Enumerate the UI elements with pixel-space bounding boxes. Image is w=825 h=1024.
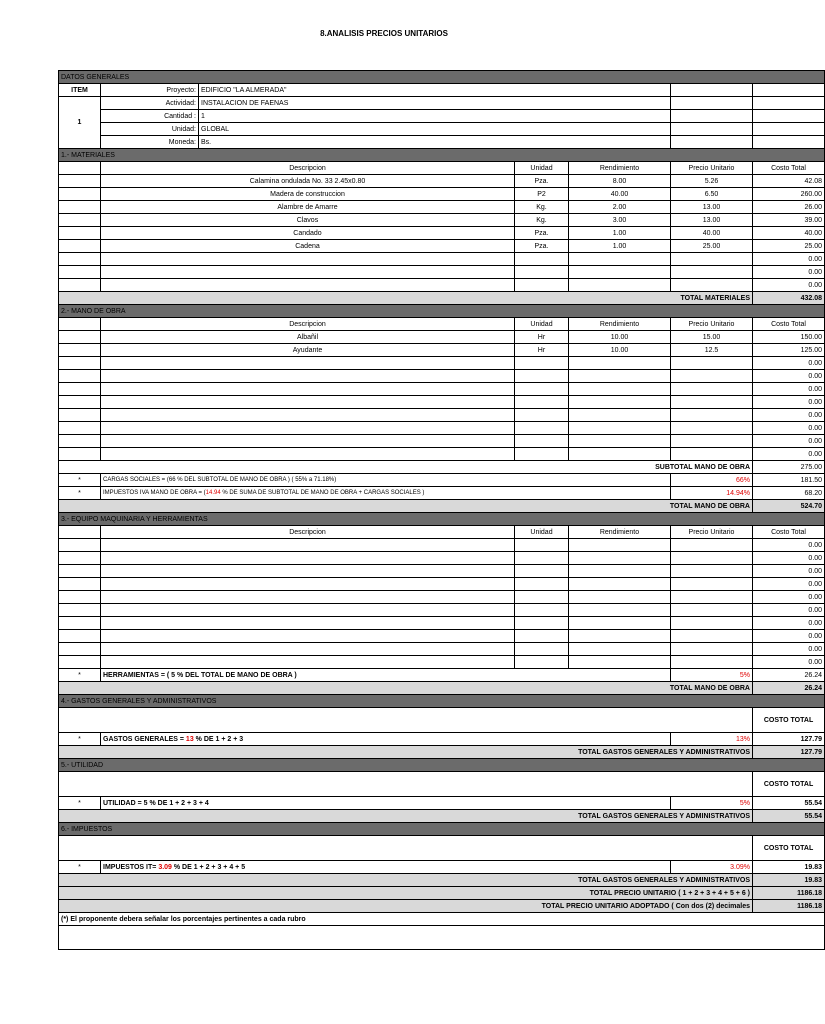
labor-unit-price [671,357,753,370]
labor-unit: Hr [515,344,569,357]
labor-unit [515,435,569,448]
empty-cell [101,539,515,552]
material-description: Clavos [101,214,515,227]
unit-price-analysis-table [58,70,825,950]
empty-cell [59,708,753,733]
empty-cell [671,565,753,578]
labor-total-cost: 0.00 [753,370,825,383]
labor-total-cost: 0.00 [753,396,825,409]
material-description: Madera de construccion [101,188,515,201]
empty-cell [101,578,515,591]
labor-description: Albañil [101,331,515,344]
header-descripcion: Descripcion [101,162,515,175]
material-description: Cadena [101,240,515,253]
header-precio-unitario: Precio Unitario [671,318,753,331]
empty-cell [59,539,101,552]
equipment-total-cost: 0.00 [753,656,825,669]
empty-cell [569,591,671,604]
material-description: Calamina ondulada No. 33 2.45x0.80 [101,175,515,188]
section-datos-generales: DATOS GENERALES [59,71,825,84]
material-unit-price: 40.00 [671,227,753,240]
cargas-sociales-pct: 66% [671,474,753,487]
header-precio-unitario: Precio Unitario [671,162,753,175]
empty-cell [59,227,101,240]
material-unit: Kg. [515,214,569,227]
labor-description [101,357,515,370]
empty-cell [569,539,671,552]
material-yield [569,253,671,266]
field-value: Bs. [199,136,671,149]
labor-unit [515,396,569,409]
empty-cell [753,123,825,136]
text-part: % DE 1 + 2 + 3 + 4 + 5 [171,863,246,871]
empty-cell [59,357,101,370]
empty-cell [59,201,101,214]
material-total-cost: 26.00 [753,201,825,214]
labor-unit-price [671,435,753,448]
empty-cell [101,630,515,643]
total-utilidad-label: TOTAL GASTOS GENERALES Y ADMINISTRATIVOS [59,810,753,823]
material-unit-price: 25.00 [671,240,753,253]
empty-cell [101,552,515,565]
material-unit-price [671,266,753,279]
total-precio-unitario-label: TOTAL PRECIO UNITARIO ( 1 + 2 + 3 + 4 + 5 + 6 ) [59,887,753,900]
material-total-cost: 42.08 [753,175,825,188]
empty-cell [515,539,569,552]
empty-cell [671,97,753,110]
text-part: IMPUESTOS IT= [103,863,159,871]
header-rendimiento: Rendimiento [569,526,671,539]
asterisk: * [59,474,101,487]
labor-unit [515,409,569,422]
material-total-cost: 0.00 [753,266,825,279]
material-unit-price [671,279,753,292]
field-value: 1 [199,110,671,123]
material-yield: 3.00 [569,214,671,227]
empty-cell [671,617,753,630]
header-costo-total: Costo Total [753,526,825,539]
total-utilidad-value: 55.54 [753,810,825,823]
total-precio-unitario-value: 1186.18 [753,887,825,900]
section-utilidad: 5.- UTILIDAD [59,759,825,772]
material-yield: 2.00 [569,201,671,214]
section-gastos: 4.- GASTOS GENERALES Y ADMINISTRATIVOS [59,695,825,708]
item-label: ITEM [59,84,101,97]
herramientas-text: HERRAMIENTAS = ( 5 % DEL TOTAL DE MANO DE OBRA ) [101,669,671,682]
asterisk: * [59,861,101,874]
empty-cell [515,617,569,630]
empty-cell [671,123,753,136]
material-total-cost: 0.00 [753,253,825,266]
empty-cell [59,435,101,448]
empty-cell [671,552,753,565]
header-rendimiento: Rendimiento [569,318,671,331]
empty-cell [569,643,671,656]
text-part: 3.09 [158,863,172,871]
total-gastos-label: TOTAL GASTOS GENERALES Y ADMINISTRATIVOS [59,746,753,759]
footnote: (*) El proponente debera señalar los porcentajes pertinentes a cada rubro [59,913,825,926]
empty-cell [59,253,101,266]
labor-description [101,448,515,461]
header-costo-total: Costo Total [753,318,825,331]
text-part: IMPUESTOS IVA MANO DE OBRA = ( [103,489,206,496]
labor-description [101,383,515,396]
empty-cell [59,926,825,950]
material-total-cost: 25.00 [753,240,825,253]
herramientas-value: 26.24 [753,669,825,682]
total-equipo-value: 26.24 [753,682,825,695]
labor-yield [569,357,671,370]
equipment-total-cost: 0.00 [753,552,825,565]
text-part: 14.94 [205,489,221,496]
herramientas-pct: 5% [671,669,753,682]
empty-cell [569,617,671,630]
labor-description [101,409,515,422]
empty-cell [59,630,101,643]
field-label: Proyecto: [101,84,199,97]
empty-cell [59,279,101,292]
text-part: % DE SUMA DE SUBTOTAL DE MANO DE OBRA + CARGAS SOCIALES ) [220,489,425,496]
material-unit: Pza. [515,240,569,253]
labor-yield [569,422,671,435]
empty-cell [753,110,825,123]
field-value: INSTALACION DE FAENAS [199,97,671,110]
empty-cell [59,409,101,422]
empty-cell [515,656,569,669]
empty-cell [101,604,515,617]
empty-cell [671,604,753,617]
empty-cell [59,175,101,188]
labor-unit-price [671,370,753,383]
utilidad-pct: 5% [671,797,753,810]
labor-yield [569,409,671,422]
empty-cell [671,630,753,643]
material-unit-price: 13.00 [671,201,753,214]
equipment-total-cost: 0.00 [753,643,825,656]
field-label: Unidad: [101,123,199,136]
empty-cell [569,578,671,591]
material-total-cost: 40.00 [753,227,825,240]
empty-cell [515,565,569,578]
text-part: GASTOS GENERALES = [103,735,186,743]
material-yield: 1.00 [569,227,671,240]
empty-cell [101,617,515,630]
material-unit: Pza. [515,227,569,240]
empty-cell [671,578,753,591]
material-unit [515,266,569,279]
utilidad-text: UTILIDAD = 5 % DE 1 + 2 + 3 + 4 [101,797,671,810]
labor-unit [515,383,569,396]
header-descripcion: Descripcion [101,526,515,539]
labor-total-cost: 0.00 [753,422,825,435]
material-yield [569,279,671,292]
asterisk: * [59,733,101,746]
material-total-cost: 0.00 [753,279,825,292]
empty-cell [569,565,671,578]
text-part: 13 [185,735,194,743]
section-materiales: 1.- MATERIALES [59,149,825,162]
material-yield [569,266,671,279]
labor-unit [515,448,569,461]
empty-cell [101,643,515,656]
labor-unit [515,370,569,383]
empty-cell [515,552,569,565]
empty-cell [59,214,101,227]
asterisk: * [59,487,101,500]
empty-cell [515,591,569,604]
material-yield: 40.00 [569,188,671,201]
total-equipo-label: TOTAL MANO DE OBRA [59,682,753,695]
empty-cell [753,97,825,110]
labor-description [101,422,515,435]
material-unit-price: 5.26 [671,175,753,188]
empty-cell [59,318,101,331]
costo-total-header: COSTO TOTAL [753,708,825,733]
empty-cell [515,578,569,591]
equipment-total-cost: 0.00 [753,591,825,604]
labor-total-cost: 0.00 [753,435,825,448]
labor-unit-price [671,448,753,461]
field-label: Cantidad : [101,110,199,123]
empty-cell [569,552,671,565]
empty-cell [59,591,101,604]
total-materiales-label: TOTAL MATERIALES [59,292,753,305]
labor-total-cost: 125.00 [753,344,825,357]
section-impuestos: 6.- IMPUESTOS [59,823,825,836]
empty-cell [671,136,753,149]
material-unit-price [671,253,753,266]
material-total-cost: 39.00 [753,214,825,227]
costo-total-header: COSTO TOTAL [753,836,825,861]
labor-yield [569,383,671,396]
empty-cell [101,565,515,578]
empty-cell [59,772,753,797]
empty-cell [59,526,101,539]
labor-total-cost: 150.00 [753,331,825,344]
total-materiales-value: 432.08 [753,292,825,305]
costo-total-header: COSTO TOTAL [753,772,825,797]
cargas-sociales-value: 181.50 [753,474,825,487]
empty-cell [753,136,825,149]
labor-total-cost: 0.00 [753,357,825,370]
field-value: GLOBAL [199,123,671,136]
labor-unit-price [671,422,753,435]
empty-cell [671,84,753,97]
empty-cell [671,110,753,123]
empty-cell [59,396,101,409]
empty-cell [59,448,101,461]
equipment-total-cost: 0.00 [753,630,825,643]
empty-cell [59,565,101,578]
page-title: 8.ANALISIS PRECIOS UNITARIOS [320,29,448,38]
material-description: Candado [101,227,515,240]
header-costo-total: Costo Total [753,162,825,175]
empty-cell [671,643,753,656]
equipment-total-cost: 0.00 [753,617,825,630]
total-precio-adoptado-value: 1186.18 [753,900,825,913]
field-label: Moneda: [101,136,199,149]
empty-cell [59,578,101,591]
total-precio-adoptado-label: TOTAL PRECIO UNITARIO ADOPTADO ( Con dos (2) decimales [59,900,753,913]
subtotal-mano-obra-label: SUBTOTAL MANO DE OBRA [59,461,753,474]
empty-cell [59,656,101,669]
impuestos-value: 19.83 [753,861,825,874]
impuestos-pct: 3.09% [671,861,753,874]
labor-yield [569,448,671,461]
equipment-total-cost: 0.00 [753,604,825,617]
section-equipo: 3.- EQUIPO MAQUINARIA Y HERRAMIENTAS [59,513,825,526]
labor-unit [515,422,569,435]
empty-cell [753,84,825,97]
empty-cell [59,266,101,279]
labor-total-cost: 0.00 [753,383,825,396]
labor-yield [569,435,671,448]
material-description [101,279,515,292]
cargas-sociales-text: CARGAS SOCIALES = (66 % DEL SUBTOTAL DE MANO DE OBRA ) ( 55% a 71.18%) [101,474,671,487]
labor-yield [569,370,671,383]
equipment-total-cost: 0.00 [753,539,825,552]
iva-text [101,487,671,500]
gastos-pct: 13% [671,733,753,746]
labor-yield: 10.00 [569,344,671,357]
labor-description [101,370,515,383]
empty-cell [671,591,753,604]
empty-cell [569,604,671,617]
labor-total-cost: 0.00 [753,409,825,422]
empty-cell [59,552,101,565]
impuestos-text [101,861,671,874]
empty-cell [59,836,753,861]
material-unit [515,279,569,292]
empty-cell [569,656,671,669]
labor-yield [569,396,671,409]
equipment-total-cost: 0.00 [753,565,825,578]
material-yield: 1.00 [569,240,671,253]
header-unidad: Unidad [515,526,569,539]
labor-unit-price: 12.5 [671,344,753,357]
labor-unit-price [671,409,753,422]
labor-description [101,396,515,409]
material-total-cost: 260.00 [753,188,825,201]
empty-cell [59,162,101,175]
labor-yield: 10.00 [569,331,671,344]
header-precio-unitario: Precio Unitario [671,526,753,539]
empty-cell [59,422,101,435]
material-description [101,266,515,279]
total-mano-obra-label: TOTAL MANO DE OBRA [59,500,753,513]
equipment-total-cost: 0.00 [753,578,825,591]
iva-pct: 14.94% [671,487,753,500]
empty-cell [59,370,101,383]
labor-unit [515,357,569,370]
empty-cell [59,188,101,201]
empty-cell [59,617,101,630]
material-description: Alambre de Amarre [101,201,515,214]
labor-unit: Hr [515,331,569,344]
empty-cell [515,604,569,617]
header-unidad: Unidad [515,162,569,175]
asterisk: * [59,797,101,810]
total-impuestos-label: TOTAL GASTOS GENERALES Y ADMINISTRATIVOS [59,874,753,887]
field-value: EDIFICIO "LA ALMERADA" [199,84,671,97]
empty-cell [59,383,101,396]
labor-description [101,435,515,448]
material-unit [515,253,569,266]
section-mano-de-obra: 2.- MANO DE OBRA [59,305,825,318]
gastos-value: 127.79 [753,733,825,746]
material-yield: 8.00 [569,175,671,188]
material-unit: Pza. [515,175,569,188]
labor-unit-price [671,383,753,396]
labor-unit-price [671,396,753,409]
material-unit-price: 13.00 [671,214,753,227]
labor-description: Ayudante [101,344,515,357]
header-descripcion: Descripcion [101,318,515,331]
empty-cell [671,656,753,669]
field-label: Actividad: [101,97,199,110]
header-rendimiento: Rendimiento [569,162,671,175]
gastos-text [101,733,671,746]
material-unit-price: 6.50 [671,188,753,201]
text-part: % DE 1 + 2 + 3 [193,735,244,743]
material-unit: Kg. [515,201,569,214]
empty-cell [59,331,101,344]
header-unidad: Unidad [515,318,569,331]
material-unit: P2 [515,188,569,201]
empty-cell [515,643,569,656]
empty-cell [515,630,569,643]
empty-cell [569,630,671,643]
empty-cell [59,643,101,656]
empty-cell [101,656,515,669]
empty-cell [59,604,101,617]
iva-value: 68.20 [753,487,825,500]
asterisk: * [59,669,101,682]
empty-cell [59,240,101,253]
item-value: 1 [59,97,101,149]
utilidad-value: 55.54 [753,797,825,810]
material-description [101,253,515,266]
empty-cell [671,539,753,552]
labor-total-cost: 0.00 [753,448,825,461]
subtotal-mano-obra-value: 275.00 [753,461,825,474]
labor-unit-price: 15.00 [671,331,753,344]
total-impuestos-value: 19.83 [753,874,825,887]
empty-cell [59,344,101,357]
empty-cell [101,591,515,604]
total-mano-obra-value: 524.70 [753,500,825,513]
total-gastos-value: 127.79 [753,746,825,759]
